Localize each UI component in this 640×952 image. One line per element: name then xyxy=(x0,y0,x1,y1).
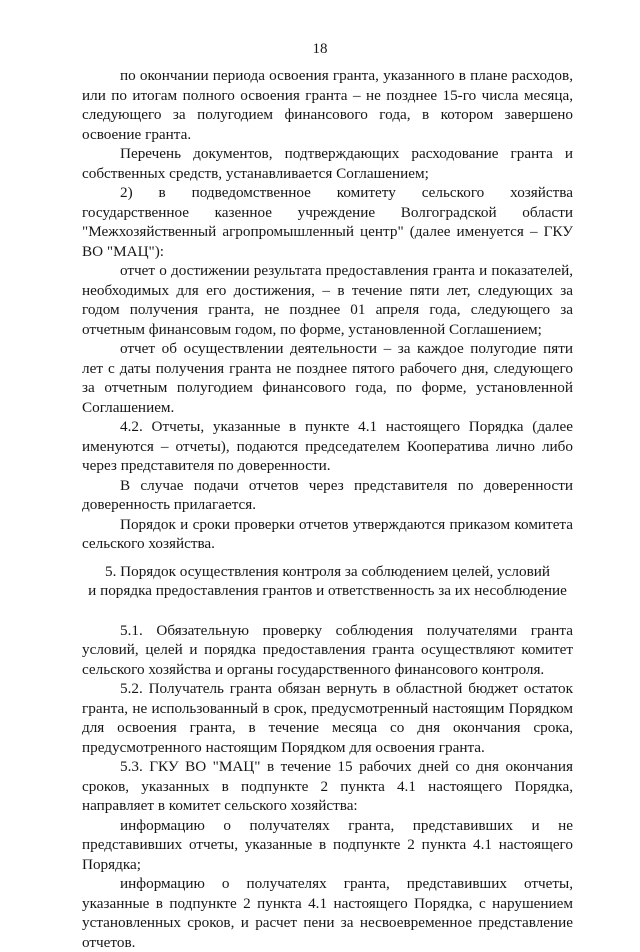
paragraph: 5.2. Получатель гранта обязан вернуть в областной бюджет остаток гранта, не использованный в срок, предусмотренный настоящим Порядком для освоения гранта, в течение месяца со дня окончания срока, предусмотренного настоящим Порядком для освоения гранта. xyxy=(82,680,573,756)
paragraph: 5.1. Обязательную проверку соблюдения получателями гранта условий, целей и порядка предоставления гранта осуществляют комитет сельского хозяйства и органы государственного финансового контроля. xyxy=(82,621,573,678)
page-number: 18 xyxy=(312,41,328,57)
paragraph: информацию о получателях гранта, представивших отчеты, указанные в подпункте 2 пункта 4.1 настоящего Порядка, с нарушением установленных сроков, и расчет пени за несвоевременное представление отчетов. xyxy=(82,875,573,951)
paragraph: 4.2. Отчеты, указанные в пункте 4.1 настоящего Порядка (далее именуются – отчеты), подаются председателем Кооператива лично либо через представителя по доверенности. xyxy=(82,418,573,474)
paragraph: отчет об осуществлении деятельности – за каждое полугодие пяти лет с даты получения гранта не позднее пятого рабочего дня, следующего за отчетным полугодием финансового года, по форме, установленной Соглашением. xyxy=(82,340,573,416)
paragraph: 5.3. ГКУ ВО "МАЦ" в течение 15 рабочих дней со дня окончания сроков, указанных в подпункте 2 пункта 4.1 настоящего Порядка, направляет в комитет сельского хозяйства: xyxy=(82,758,573,814)
paragraph: Порядок и сроки проверки отчетов утверждаются приказом комитета сельского хозяйства. xyxy=(82,515,573,552)
paragraph: по окончании периода освоения гранта, указанного в плане расходов, или по итогам полного освоения гранта – не позднее 15-го числа месяца, следующего за полугодием финансового года, в котором завершено освоение гранта. xyxy=(82,67,573,143)
document-body xyxy=(82,66,573,952)
section-heading xyxy=(82,562,573,601)
paragraph: В случае подачи отчетов через представителя по доверенности доверенность прилагается. xyxy=(82,476,573,513)
section-heading-line: и порядка предоставления грантов и ответственность за их несоблюдение xyxy=(88,582,567,599)
paragraph: информацию о получателях гранта, представивших и не представивших отчеты, указанные в подпункте 2 пункта 4.1 настоящего Порядка; xyxy=(82,816,573,873)
paragraph: отчет о достижении результата предоставления гранта и показателей, необходимых для его достижения, – в течение пяти лет, следующих за годом получения гранта, не позднее 01 апреля года, следующего за отчетным финансовым годом, по форме, установленной Соглашением; xyxy=(82,262,573,338)
paragraph: Перечень документов, подтверждающих расходование гранта и собственных средств, устанавливается Соглашением; xyxy=(82,145,573,182)
paragraph: 2) в подведомственное комитету сельского хозяйства государственное казенное учреждение Волгоградской области "Межхозяйственный агропромышленный центр" (далее именуется – ГКУ ВО "МАЦ"): xyxy=(82,184,573,260)
section-heading-line: 5. Порядок осуществления контроля за соблюдением целей, условий xyxy=(104,562,551,580)
